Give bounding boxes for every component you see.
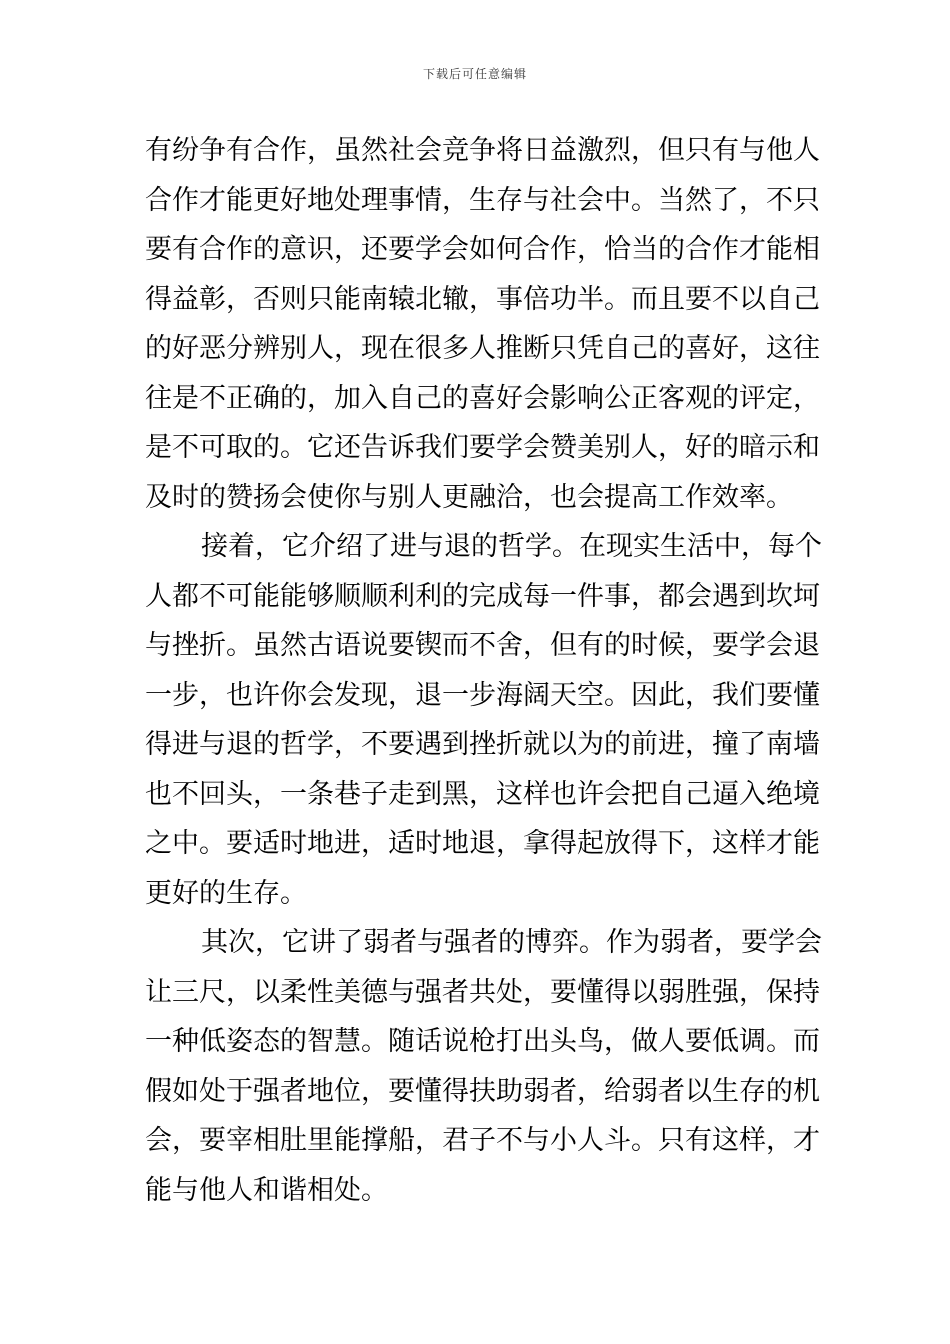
text-line: 合作才能更好地处理事情，生存与社会中。当然了，不只 [145, 184, 820, 216]
text-line: 与挫折。虽然古语说要锲而不舍，但有的时候，要学会退 [145, 630, 820, 661]
text-line: 要有合作的意识，还要学会如何合作，恰当的合作才能相 [145, 234, 820, 265]
text-line: 一种低姿态的智慧。随话说枪打出头鸟，做人要低调。而 [145, 1026, 820, 1057]
text-line: 之中。要适时地进，适时地退，拿得起放得下，这样才能 [145, 828, 820, 859]
body-text [145, 126, 822, 1215]
text-line: 得益彰，否则只能南辕北辙，事倍功半。而且要不以自己 [145, 283, 820, 315]
text-line: 其次，它讲了弱者与强者的博弈。作为弱者，要学会 [201, 927, 822, 958]
text-line: 得进与退的哲学，不要遇到挫折就以为的前进，撞了南墙 [145, 729, 820, 760]
text-line: 往是不正确的，加入自己的喜好会影响公正客观的评定， [145, 382, 820, 414]
text-line: 有纷争有合作，虽然社会竞争将日益激烈，但只有与他人 [145, 135, 820, 166]
paragraph [145, 126, 820, 522]
text-line: 也不回头，一条巷子走到黑，这样也许会把自己逼入绝境 [145, 778, 820, 810]
text-line: 及时的赞扬会使你与别人更融洽，也会提高工作效率。 [145, 481, 793, 513]
paragraph [145, 918, 822, 1215]
text-line: 一步，也许你会发现，退一步海阔天空。因此，我们要懂 [145, 679, 820, 711]
text-line: 假如处于强者地位，要懂得扶助弱者，给弱者以生存的机 [145, 1075, 820, 1107]
paragraph [145, 522, 822, 918]
text-line: 接着，它介绍了进与退的哲学。在现实生活中，每个 [201, 531, 822, 562]
text-line: 更好的生存。 [145, 877, 307, 909]
header-note: 下载后可任意编辑 [422, 67, 527, 81]
text-line: 的好恶分辨别人，现在很多人推断只凭自己的喜好，这往 [145, 333, 820, 364]
text-line: 人都不可能能够顺顺利利的完成每一件事，都会遇到坎坷 [145, 580, 820, 612]
text-line: 会，要宰相肚里能撑船，君子不与小人斗。只有这样，才 [145, 1125, 820, 1156]
text-line: 是不可取的。它还告诉我们要学会赞美别人，好的暗示和 [145, 432, 820, 463]
text-line: 能与他人和谐相处。 [145, 1174, 388, 1206]
text-line: 让三尺，以柔性美德与强者共处，要懂得以弱胜强，保持 [145, 976, 820, 1008]
